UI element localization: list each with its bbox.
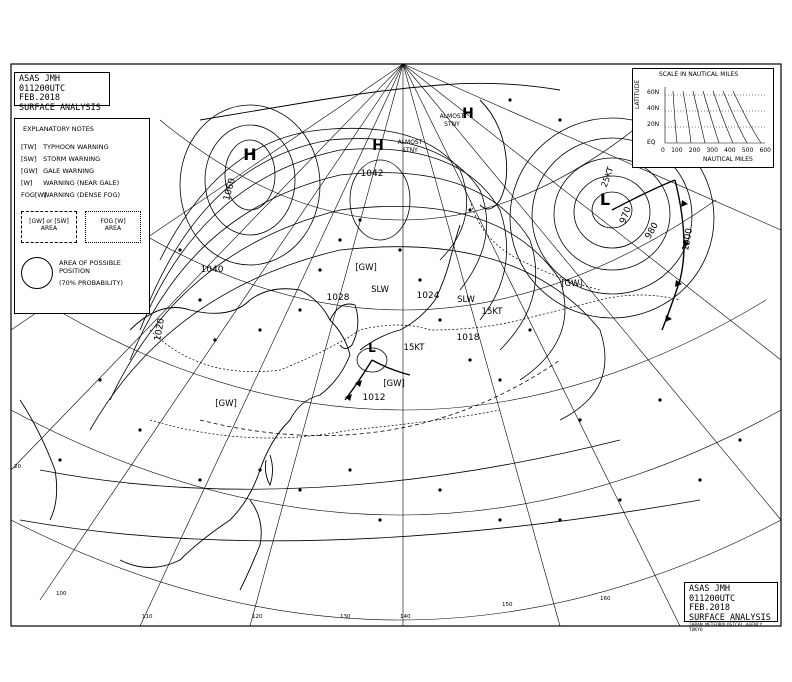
pressure-label: 1042	[360, 169, 384, 179]
legend-code: [SW]	[21, 155, 37, 163]
pressure-label: 1018	[456, 333, 480, 343]
legend-row	[21, 179, 119, 187]
scale-title: SCALE IN NAUTICAL MILES	[659, 71, 739, 78]
legend-text: WARNING (DENSE FOG)	[43, 191, 121, 199]
scale-curve	[733, 91, 761, 143]
probability-text-1: AREA OF POSSIBLE	[59, 259, 121, 267]
pressure-label: 980	[643, 221, 661, 241]
lat-tick: 40N	[647, 105, 660, 112]
station-dot	[258, 328, 261, 331]
probability-text-2: POSITION	[59, 267, 90, 275]
gale-warning-label: [GW]	[215, 399, 237, 409]
station-dot	[338, 238, 341, 241]
station-dot	[348, 468, 351, 471]
nm-tick: 200	[688, 147, 701, 154]
station-dot	[438, 318, 441, 321]
explanatory-notes-legend	[14, 118, 150, 314]
station-dot	[398, 248, 401, 251]
probability-circle-icon	[21, 257, 53, 289]
latitude-label: 20	[14, 464, 21, 470]
lat-tick: EQ	[647, 139, 656, 146]
station-dot	[468, 208, 471, 211]
nm-tick: 100	[671, 147, 683, 154]
station-dot	[738, 438, 741, 441]
pressure-label: 1028	[326, 293, 350, 303]
fog-area-sample	[85, 211, 141, 243]
station-dot	[438, 488, 441, 491]
lat-tick: 60N	[647, 89, 660, 96]
gale-warning-label: [GW]	[383, 379, 405, 389]
scale-curve	[693, 91, 705, 143]
nautical-mile-scale	[632, 68, 774, 168]
pressure-label: 1060	[222, 177, 238, 202]
pressure-label: 1000	[681, 227, 695, 252]
nm-tick: 500	[741, 147, 754, 154]
station-dot	[58, 458, 61, 461]
longitude-label: 110	[142, 614, 153, 620]
stationary-label: STNY	[402, 147, 418, 154]
station-dot	[558, 118, 561, 121]
station-dot	[418, 278, 421, 281]
header-line-1: ASAS JMH	[19, 74, 60, 84]
pressure-label: 970	[618, 205, 634, 226]
header-line-3: SURFACE ANALYSIS	[19, 102, 101, 113]
speed-label: 15KT	[403, 343, 425, 353]
nm-tick: 600	[759, 147, 771, 154]
area-sample-label: [GW] or [SW]	[29, 218, 69, 225]
station-dot	[138, 428, 141, 431]
station-dot	[178, 248, 181, 251]
fog-sample-sub: AREA	[104, 225, 122, 232]
station-dot	[468, 358, 471, 361]
scale-curves	[663, 85, 767, 147]
longitude-label: 100	[56, 591, 67, 597]
agency-credit: JAPAN METEOROLOGICAL AGENCY TOKYO	[689, 623, 763, 633]
map-header-box	[14, 72, 110, 113]
scale-curve	[683, 91, 691, 143]
station-dot	[378, 518, 381, 521]
station-dot	[198, 478, 201, 481]
pressure-label: 1012	[362, 393, 386, 403]
scale-x-label: NAUTICAL MILES	[703, 156, 753, 163]
longitude-label: 160	[600, 596, 611, 602]
nm-tick: 300	[706, 147, 718, 154]
gale-storm-area-sample	[21, 211, 77, 243]
legend-code: FOG[W]	[21, 191, 47, 199]
stationary-label: ALMOST	[397, 139, 423, 146]
probability-text-3: (70% PROBABILITY)	[59, 279, 123, 287]
scale-axis	[665, 87, 765, 143]
footer-line-1: ASAS JMH	[689, 584, 730, 594]
gale-warning-label: [GW]	[355, 263, 377, 273]
station-dot	[298, 488, 301, 491]
legend-title: EXPLANATORY NOTES	[23, 125, 94, 133]
station-dot	[318, 268, 321, 271]
footer-line-2: 011200UTC FEB.2018	[689, 593, 736, 613]
longitude-label: 140	[400, 614, 411, 620]
legend-code: [GW]	[21, 167, 38, 175]
high-pressure-center: H	[462, 106, 474, 122]
scale-curve	[703, 91, 719, 143]
slow-label: SLW	[371, 285, 389, 295]
footer-line-3: SURFACE ANALYSIS	[689, 612, 771, 623]
station-dot	[658, 398, 661, 401]
longitude-label: 120	[252, 614, 263, 620]
longitude-label: 130	[340, 614, 351, 620]
scale-curve	[673, 91, 677, 143]
station-dot	[98, 378, 101, 381]
station-dot	[213, 338, 216, 341]
station-dot	[298, 308, 301, 311]
slow-label: SLW	[457, 295, 475, 305]
lat-tick: 20N	[647, 121, 660, 128]
area-sample-sub: AREA	[40, 225, 58, 232]
station-dot	[498, 378, 501, 381]
fog-sample-label: FOG [W]	[100, 218, 126, 225]
header-line-2: 011200UTC FEB.2018	[19, 83, 66, 103]
scale-y-label: LATITUDE	[634, 79, 641, 109]
station-dot	[698, 478, 701, 481]
scale-curve	[713, 91, 733, 143]
pressure-label: 1024	[416, 291, 440, 301]
legend-code: [TW]	[21, 143, 37, 151]
gale-warning-label: [GW]	[561, 279, 583, 289]
legend-text: STORM WARNING	[43, 155, 101, 163]
station-dot	[198, 298, 201, 301]
low-pressure-center: L	[368, 341, 376, 355]
scale-curve	[723, 91, 747, 143]
map-footer-box	[684, 582, 778, 633]
nm-tick: 0	[661, 147, 665, 154]
station-dot	[358, 218, 361, 221]
legend-text: GALE WARNING	[43, 167, 95, 175]
station-dot	[258, 468, 261, 471]
legend-row	[21, 191, 120, 199]
legend-row	[21, 155, 100, 163]
legend-row	[21, 167, 94, 175]
speed-label: 25KT	[599, 165, 617, 189]
station-dot	[498, 518, 501, 521]
nm-ticks	[661, 147, 771, 154]
pressure-label: 1040	[200, 265, 224, 275]
high-pressure-center: H	[243, 145, 257, 164]
high-pressure-center: H	[372, 138, 384, 154]
station-dot	[578, 418, 581, 421]
legend-text: TYPHOON WARNING	[43, 143, 109, 151]
speed-label: 15KT	[481, 307, 503, 317]
legend-text: WARNING (NEAR GALE)	[43, 179, 120, 187]
pressure-label: 1020	[153, 317, 167, 342]
longitude-label: 150	[502, 602, 513, 608]
station-dot	[618, 498, 621, 501]
stationary-label: STNY	[444, 121, 460, 128]
station-dot	[508, 98, 511, 101]
station-dot	[558, 518, 561, 521]
stationary-label: ALMOST	[439, 113, 465, 120]
legend-row	[21, 143, 109, 151]
nm-tick: 400	[724, 147, 736, 154]
station-dot	[528, 328, 531, 331]
legend-code: [W]	[21, 179, 33, 187]
low-pressure-center: L	[599, 190, 611, 209]
